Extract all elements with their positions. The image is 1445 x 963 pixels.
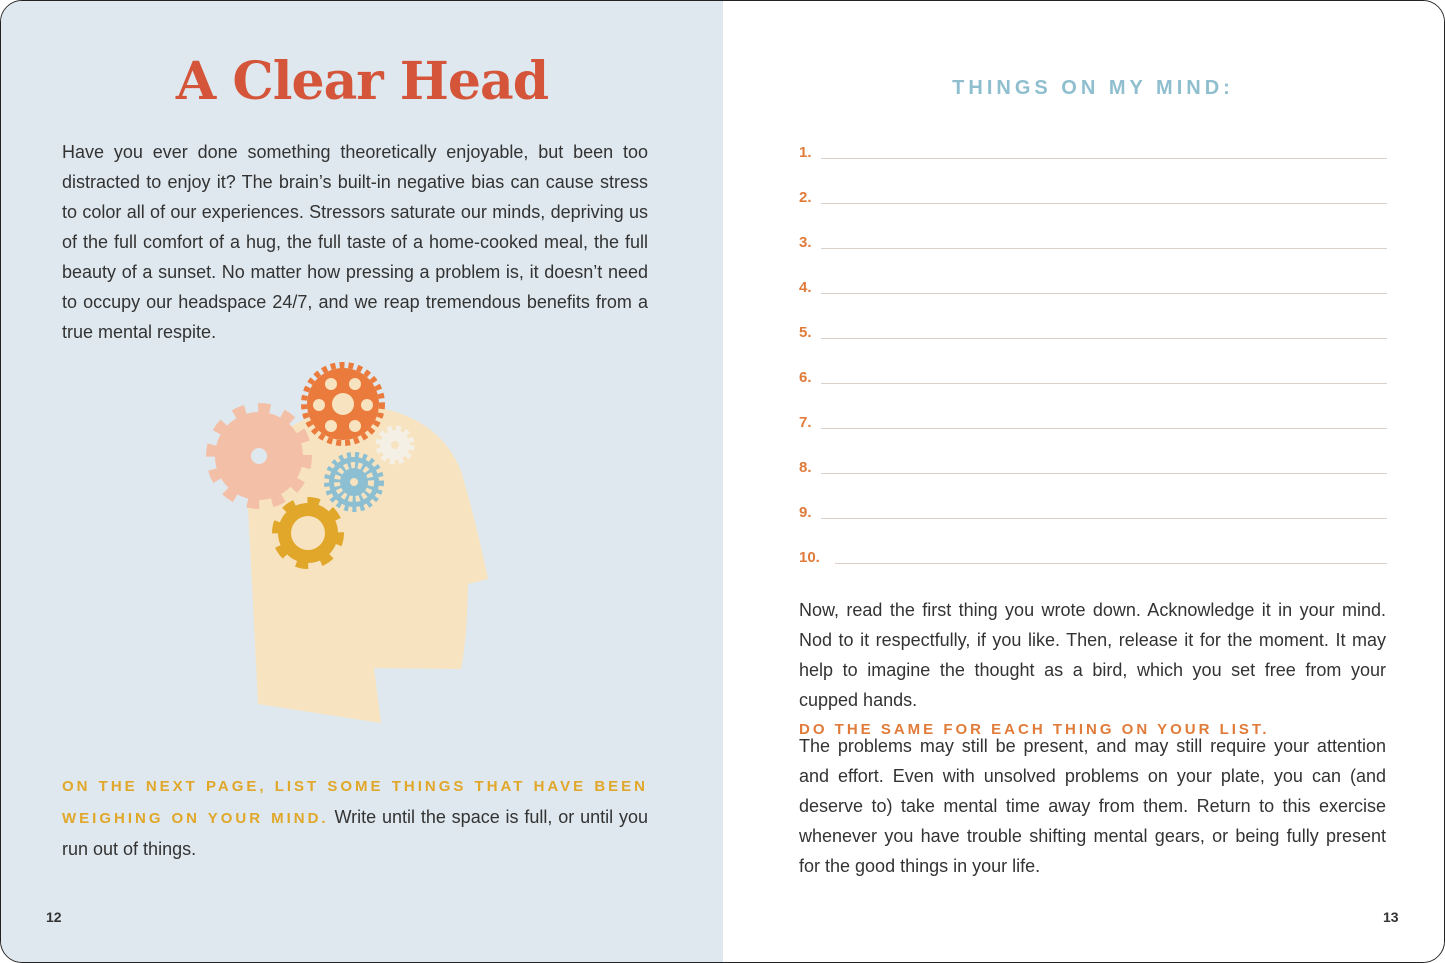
page-number-left: 12	[46, 909, 62, 925]
line-number: 8.	[799, 459, 812, 476]
line-rule	[821, 293, 1387, 294]
writing-line[interactable]	[799, 369, 1387, 389]
line-number: 6.	[799, 369, 812, 386]
line-number: 4.	[799, 279, 812, 296]
prompt-rest: Write until the space is full, or until you run out of things.	[62, 807, 648, 859]
right-page	[723, 1, 1444, 962]
writing-line[interactable]	[799, 324, 1387, 344]
page-title: A Clear Head	[175, 51, 549, 112]
line-rule	[821, 473, 1387, 474]
closing-paragraph: The problems may still be present, and may still require your attention and effort. Even with unsolved problems on your plate, you can (and deserve to) take mental time away from them. Return to this exercise whenever you have trouble shifting mental gears, or being fully present for the good things in your life.	[799, 736, 1386, 876]
line-rule	[821, 338, 1387, 339]
line-number: 3.	[799, 234, 812, 251]
writing-line[interactable]	[799, 459, 1387, 479]
list-heading: THINGS ON MY MIND:	[952, 77, 1234, 99]
instructions-text: Now, read the first thing you wrote down. Acknowledge it in your mind. Nod to it respectfully, if you like. Then, release it for the moment. It may help to imagine the thought as a bird, which you set free from your cupped hands.	[799, 600, 1386, 710]
line-rule	[821, 203, 1387, 204]
line-number: 9.	[799, 504, 812, 521]
gear-yellow-icon	[276, 501, 340, 565]
prompt-caps: ON THE NEXT PAGE, LIST SOME THINGS THAT HAVE BEEN WEIGHING ON YOUR MIND.	[62, 778, 648, 827]
writing-line[interactable]	[799, 414, 1387, 434]
gear-orange-icon	[304, 365, 382, 443]
prompt-paragraph	[62, 770, 648, 864]
line-number: 1.	[799, 144, 812, 161]
line-rule	[821, 383, 1387, 384]
line-number: 2.	[799, 189, 812, 206]
writing-line[interactable]	[799, 504, 1387, 524]
writing-line[interactable]	[799, 144, 1387, 164]
instructions-caps: DO THE SAME FOR EACH THING ON YOUR LIST.	[799, 721, 1270, 738]
line-rule	[835, 563, 1387, 564]
intro-paragraph: Have you ever done something theoretically enjoyable, but been too distracted to enjoy it? The brain’s built-in negative bias can cause stress to color all of our experiences. Stressors saturate our minds, depriving us of the full comfort of a hug, the full taste of a home-cooked meal, the full beauty of a sunset. No matter how pressing a problem is, it doesn’t need to occupy our headspace 24/7, and we reap tremendous benefits from a true mental respite.	[62, 142, 648, 342]
instructions-paragraph	[799, 595, 1386, 745]
line-number: 5.	[799, 324, 812, 341]
line-number: 10.	[799, 549, 820, 566]
writing-line[interactable]	[799, 234, 1387, 254]
left-page	[1, 1, 723, 962]
writing-line[interactable]	[799, 279, 1387, 299]
line-rule	[821, 428, 1387, 429]
writing-line[interactable]	[799, 189, 1387, 209]
line-rule	[821, 248, 1387, 249]
line-number: 7.	[799, 414, 812, 431]
writing-line[interactable]	[799, 549, 1387, 569]
line-rule	[821, 518, 1387, 519]
gear-cream-icon	[378, 428, 412, 462]
page-number-right: 13	[1383, 909, 1399, 925]
line-rule	[821, 158, 1387, 159]
